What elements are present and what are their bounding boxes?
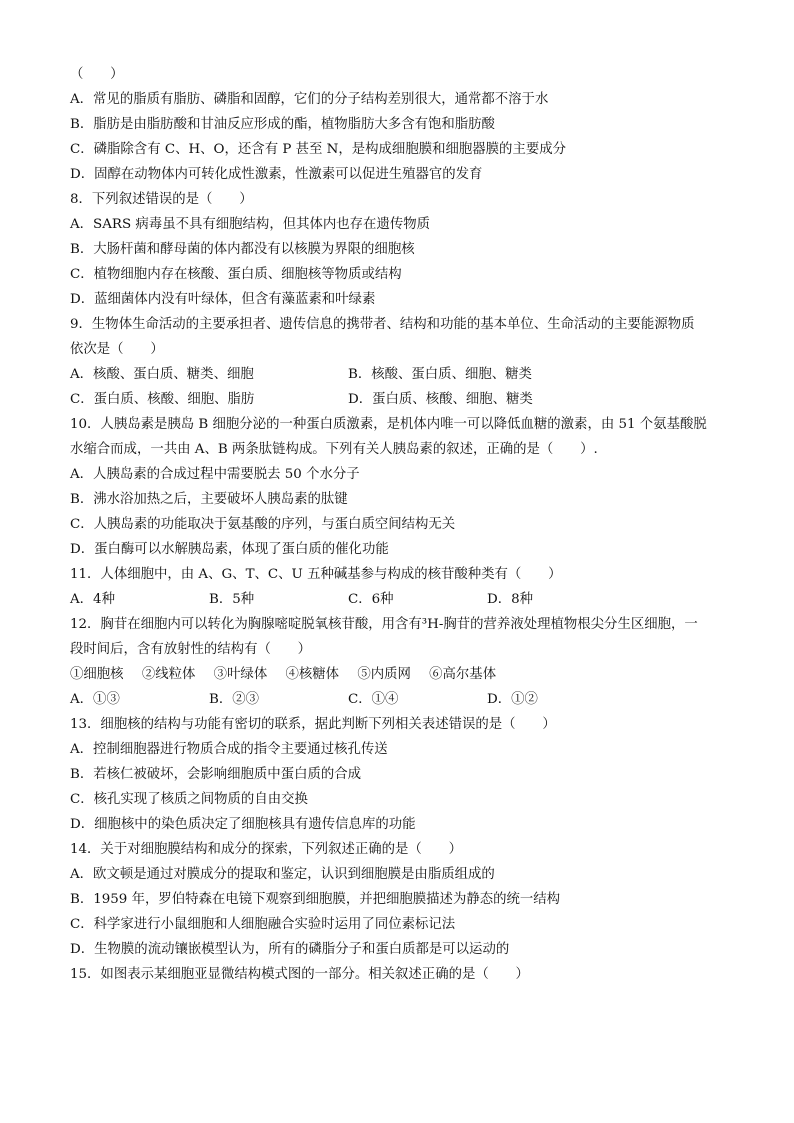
q12-option-a: A．①③ [70,692,120,707]
q10-option-c: C．人胰岛素的功能取决于氨基酸的序列，与蛋白质空间结构无关 [70,517,456,532]
question-11 [70,562,730,612]
q9-option-d: D．蛋白质、核酸、细胞、糖类 [348,392,533,407]
q13-option-a: A．控制细胞器进行物质合成的指令主要通过核孔传送 [70,742,388,757]
question-12-stem-line2: 段时间后，含有放射性的结构有（ ） [70,642,312,657]
q11-option-d: D．8种 [487,592,534,607]
q12-structure-list [70,662,730,687]
q14-option-a: A．欧文顿是通过对膜成分的提取和鉴定，认识到细胞膜是由脂质组成的 [70,867,495,882]
q11-option-a: A．4种 [70,592,115,607]
q13-option-d: D．细胞核中的染色质决定了细胞核具有遗传信息库的功能 [70,817,416,832]
q12-item-3: ③叶绿体 [213,667,268,682]
q12-item-6: ⑥高尔基体 [429,667,497,682]
question-12-stem-line1: 12．胸苷在细胞内可以转化为胸腺嘧啶脱氧核苷酸，用含有³H-胸苷的营养液处理植物根尖分生区细胞，一 [70,617,698,632]
q8-option-a: A．SARS 病毒虽不具有细胞结构，但其体内也存在遗传物质 [70,217,431,232]
q14-option-c: C．科学家进行小鼠细胞和人细胞融合实验时运用了同位素标记法 [70,917,456,932]
exam-page [70,62,730,987]
q9-option-b: B．核酸、蛋白质、细胞、糖类 [348,367,532,382]
q12-option-b: B．②③ [209,692,260,707]
question-9 [70,312,730,412]
question-14 [70,837,730,962]
q12-item-2: ②线粒体 [141,667,196,682]
q14-option-b: B．1959 年，罗伯特森在电镜下观察到细胞膜，并把细胞膜描述为静态的统一结构 [70,892,561,907]
q9-option-c: C．蛋白质、核酸、细胞、脂肪 [70,392,255,407]
question-10-stem-line2: 水缩合而成，一共由 A、B 两条肽链构成。下列有关人胰岛素的叙述，正确的是（ ）. [70,442,598,457]
q10-option-a: A．人胰岛素的合成过程中需要脱去 50 个水分子 [70,467,360,482]
question-9-stem-line1: 9．生物体生命活动的主要承担者、遗传信息的携带者、结构和功能的基本单位、生命活动的主要能源物质 [70,317,695,332]
q13-option-c: C．核孔实现了核质之间物质的自由交换 [70,792,308,807]
q8-option-c: C．植物细胞内存在核酸、蛋白质、细胞核等物质或结构 [70,267,402,282]
question-7 [70,62,730,187]
question-7-stem-tail: （ ） [70,67,124,82]
q12-option-c: C．①④ [348,692,399,707]
q12-item-1: ①细胞核 [70,667,124,682]
q12-option-d: D．①② [487,692,538,707]
q10-option-b: B．沸水浴加热之后，主要破坏人胰岛素的肽键 [70,492,348,507]
question-13 [70,712,730,837]
q7-option-c: C．磷脂除含有 C、H、O，还含有 P 甚至 N，是构成细胞膜和细胞器膜的主要成分 [70,142,567,157]
question-15-stem: 15．如图表示某细胞亚显微结构模式图的一部分。相关叙述正确的是（ ） [70,967,529,982]
q12-options-row [70,687,730,712]
question-15 [70,962,730,987]
question-8-stem: 8．下列叙述错误的是（ ） [70,192,253,207]
question-10-stem-line1: 10．人胰岛素是胰岛 B 细胞分泌的一种蛋白质激素，是机体内唯一可以降低血糖的激素，由 51 个氨基酸脱 [70,417,707,432]
q9-option-a: A．核酸、蛋白质、糖类、细胞 [70,367,254,382]
question-12 [70,612,730,712]
question-9-stem-line2: 依次是（ ） [70,342,164,357]
question-10 [70,412,730,562]
q9-options-row2 [70,387,730,412]
q12-item-4: ④核糖体 [285,667,340,682]
q8-option-b: B．大肠杆菌和酵母菌的体内都没有以核膜为界限的细胞核 [70,242,415,257]
question-13-stem: 13．细胞核的结构与功能有密切的联系，据此判断下列相关表述错误的是（ ） [70,717,556,732]
q11-options-row [70,587,730,612]
q11-option-c: C．6种 [348,592,394,607]
q14-option-d: D．生物膜的流动镶嵌模型认为，所有的磷脂分子和蛋白质都是可以运动的 [70,942,510,957]
q7-option-b: B．脂肪是由脂肪酸和甘油反应形成的酯，植物脂肪大多含有饱和脂肪酸 [70,117,495,132]
q11-option-b: B．5种 [209,592,255,607]
q7-option-a: A．常见的脂质有脂肪、磷脂和固醇，它们的分子结构差别很大，通常都不溶于水 [70,92,549,107]
q7-option-d: D．固醇在动物体内可转化成性激素，性激素可以促进生殖器官的发育 [70,167,483,182]
q9-options-row1 [70,362,730,387]
question-11-stem: 11．人体细胞中，由 A、G、T、C、U 五种碱基参与构成的核苷酸种类有（ ） [70,567,562,582]
question-14-stem: 14．关于对细胞膜结构和成分的探索，下列叙述正确的是（ ） [70,842,462,857]
q8-option-d: D．蓝细菌体内没有叶绿体，但含有藻蓝素和叶绿素 [70,292,376,307]
q13-option-b: B．若核仁被破坏，会影响细胞质中蛋白质的合成 [70,767,362,782]
q10-option-d: D．蛋白酶可以水解胰岛素，体现了蛋白质的催化功能 [70,542,389,557]
question-8 [70,187,730,312]
q12-item-5: ⑤内质网 [357,667,411,682]
